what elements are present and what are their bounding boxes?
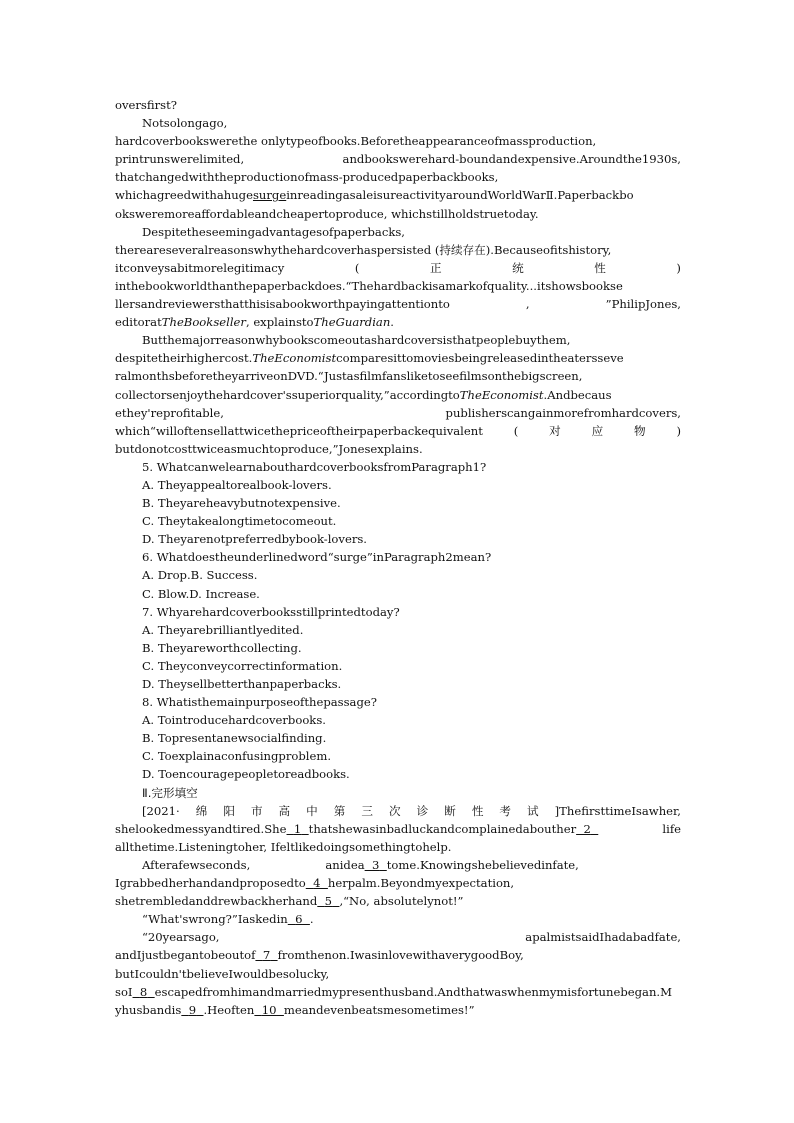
option-text: C. Theyconveycorrectinformation. [142,658,343,673]
text: thatshewasinbadluckandcomplainedabouther [308,821,577,836]
text: 高 [278,803,291,818]
text-line [115,277,681,295]
text-line [115,965,681,983]
text: 考 [499,803,512,818]
text: butdonotcosttwiceasmuchtoproduce,”Jonesexplains. [115,441,423,456]
text: anidea [325,857,365,872]
text-line [115,96,681,114]
text: 性 [471,803,484,818]
text: 断 [444,803,456,818]
blank-9 [181,1003,203,1017]
text: .Andbecaus [543,387,612,402]
blank-2 [576,822,598,836]
text: 物 [634,423,646,438]
text: .Heoften [203,1002,255,1017]
blank-1 [287,822,309,836]
text: thereareseveralreasonswhythehardcoverhaspersisted (持续存在).Becauseofitshistory, [115,242,612,257]
text-line [115,331,681,349]
text: oversfirst? [115,98,177,112]
text: llersandreviewersthatthisisabookworthpayingattentionto [115,297,450,312]
text: hardcoverbookswerethe onlytypeofbooks.Beforetheappearanceofmassproduction, [115,134,597,149]
text-line [115,422,681,440]
text-line [115,114,681,132]
blank-number: 8 [139,984,148,999]
option-7a [115,621,681,639]
text: 试 [527,803,539,818]
text: 阳 [223,803,235,818]
text-line [115,132,681,150]
text: herpalm.Beyondmyexpectation, [327,876,515,891]
text: ”PhilipJones, [605,297,681,312]
text-line [115,802,681,820]
italic-title: TheEconomist [459,387,544,402]
blank-6 [288,912,310,926]
blank-number: 7 [262,948,271,963]
blank-10 [254,1003,284,1017]
question-text: 5. WhatcanwelearnabouthardcoverbooksfromParagraph1? [142,459,487,474]
text: which“willoftensellattwicethepriceoftheirpaperbackequivalent [115,423,483,438]
text: editorat [115,315,162,330]
text: ethey'reprofitable, [115,405,224,420]
text: 市 [250,803,263,818]
text: 应 [591,423,604,438]
text: oksweremoreaffordableandcheapertoproduce, whichstillholdstruetoday. [115,206,539,221]
option-text: B. Topresentanewsocialfinding. [142,731,327,746]
question-7 [115,603,681,621]
option-5a [115,476,681,494]
text-line [115,820,681,838]
text: printrunswerelimited, [115,152,245,167]
text: Despitetheseemingadvantagesofpaperbacks, [142,224,405,239]
text: shetrembledanddrewbackherhand [115,894,318,909]
text: 正 [429,260,442,275]
text-line [115,241,681,259]
text-line [115,983,681,1001]
text: butIcouldn'tbelieveIwouldbesolucky, [115,966,330,981]
italic-title: TheGuardian [313,315,391,330]
text: ( [513,423,519,438]
text: ) [676,260,681,275]
text: Igrabbedherhandandproposedto [115,876,306,891]
blank-4 [306,876,328,890]
text: meandevenbeatsmesometimes!” [283,1002,475,1017]
text: Butthemajorreasonwhybookscomeoutashardcoversisthatpeoplebuythem, [142,333,571,348]
option-7c [115,657,681,675]
text: inreadingasaleisureactivityaroundWorldWarⅡ.Paperbackbo [286,188,634,203]
text: ) [676,423,681,438]
blank-number: 6 [295,912,303,927]
text: “20yearsago, [142,930,220,945]
text-line [115,404,681,422]
question-text: 7. Whyarehardcoverbooksstillprintedtoday? [142,604,400,619]
text-line [115,186,681,204]
blank-number: 4 [313,876,321,891]
text: “What'swrong?”Iaskedin [142,912,288,927]
text: ]ThefirsttimeIsawher, [554,803,681,818]
blank-number: 1 [293,821,302,836]
option-6ab [115,566,681,584]
question-6 [115,548,681,566]
option-6cd [115,585,681,603]
text-line [115,386,681,404]
text: escapedfromhimandmarriedmypresenthusband.Andthatwaswhenmymisfortunebegan.M [154,984,672,999]
text-line [115,1001,681,1019]
text: 对 [549,423,561,438]
blank-number: 5 [324,894,333,909]
option-5c [115,512,681,530]
text: 三 [361,803,373,818]
text: thatchangedwiththeproductionofmass-producedpaperbackbooks, [115,170,499,185]
text: apalmistsaidIhadabadfate, [525,930,681,945]
text: 绵 [195,803,208,818]
text: despitetheirhighercost. [115,351,253,366]
underlined-word: surge [252,188,287,203]
question-8 [115,693,681,711]
text: [2021· [142,803,180,818]
text-line [115,150,681,168]
text-line [115,295,681,313]
question-5 [115,458,681,476]
text: soI [115,984,133,999]
text: 第 [333,803,346,818]
text: 次 [388,803,401,818]
text-line [115,910,681,928]
text: collectorsenjoythehardcover'ssuperiorquality,”accordingto [115,387,460,402]
option-8c [115,747,681,765]
option-7b [115,639,681,657]
blank-number: 2 [583,821,591,836]
text: ralmonthsbeforetheyarriveonDVD.“Justasfilmfansliketoseefilmsonthebigscreen, [115,369,583,384]
text-line [115,313,681,331]
text: 诊 [416,803,429,818]
option-text: C. Theytakealongtimetocomeout. [142,514,337,529]
text: whichagreedwithahuge [115,188,253,203]
text-line [115,838,681,856]
text: ,“No, absolutelynot!” [339,894,464,909]
italic-title: TheEconomist [252,351,337,366]
blank-number: 3 [372,857,380,872]
text: 统 [512,260,524,275]
text: allthetime.Listeningtoher, Ifeltlikedoingsomethingtohelp. [115,839,452,854]
text: publisherscangainmorefromhardcovers, [445,405,681,420]
text-line [115,928,681,946]
document-page [115,96,681,1019]
text: Afterafewseconds, [142,857,251,872]
text: ( [354,260,360,275]
option-5d [115,530,681,548]
text: yhusbandis [115,1002,182,1017]
question-text: 6. Whatdoestheunderlinedword“surge”inParagraph2mean? [142,550,492,565]
option-text: C. Blow.D. Increase. [142,586,260,601]
text: itconveysabitmorelegitimacy [115,260,285,275]
option-5b [115,494,681,512]
blank-8 [133,985,155,999]
italic-title: TheBookseller [161,315,246,330]
text: 中 [306,803,318,818]
option-text: D. Theyarenotpreferredbybook-lovers. [142,532,367,547]
blank-5 [317,894,339,908]
blank-number: 9 [188,1002,197,1017]
blank-number: 10 [261,1002,277,1017]
option-8d [115,765,681,783]
option-text: A. Theyappealtorealbook-lovers. [142,477,332,492]
text: inthebookworldthanthepaperbackdoes.“Thehardbackisamarkofquality...itshowsbookse [115,278,623,293]
text-line [115,168,681,186]
option-text: B. Theyareworthcollecting. [142,640,302,655]
text: , [525,297,530,312]
text: fromthenon.IwasinlovewithaverygoodBoy, [277,948,524,963]
text: . [390,315,394,330]
option-text: D. Theysellbetterthanpaperbacks. [142,677,342,691]
text-line [115,440,681,458]
option-8b [115,729,681,747]
text: shelookedmessyandtired.She [115,821,287,836]
option-7d [115,675,681,693]
blank-7 [255,948,277,962]
text: comparesittomoviesbeingreleasedintheatersseve [336,351,624,366]
text-line [115,367,681,385]
option-text: C. Toexplainaconfusingproblem. [142,749,332,764]
text: . [309,912,314,927]
text: life [662,821,681,836]
text-line [115,223,681,241]
blank-3 [365,858,387,872]
question-text: 8. Whatisthemainpurposeofthepassage? [142,695,377,710]
option-text: D. Toencouragepeopletoreadbooks. [142,767,350,782]
text: andIjustbegantobeoutof [115,948,256,963]
text-line [115,349,681,367]
text: , explainsto [245,315,314,330]
text-line [115,205,681,223]
text-line [115,874,681,892]
section-title: Ⅱ.完形填空 [142,785,198,800]
section-heading [115,784,681,802]
text: tome.Knowingshebelievedinfate, [386,857,579,872]
option-text: A. Drop.B. Success. [142,568,258,583]
option-text: B. Theyareheavybutnotexpensive. [142,496,341,511]
text: andbookswerehard-boundandexpensive.Aroundthe1930s, [342,152,681,167]
text-line [115,856,681,874]
option-text: A. Theyarebrilliantlyedited. [142,622,304,637]
option-8a [115,711,681,729]
text: 性 [594,260,606,275]
text-line [115,259,681,277]
text-line [115,946,681,964]
text-line [115,892,681,910]
option-text: A. Tointroducehardcoverbooks. [142,713,326,728]
text: Notsolongago, [142,116,228,131]
